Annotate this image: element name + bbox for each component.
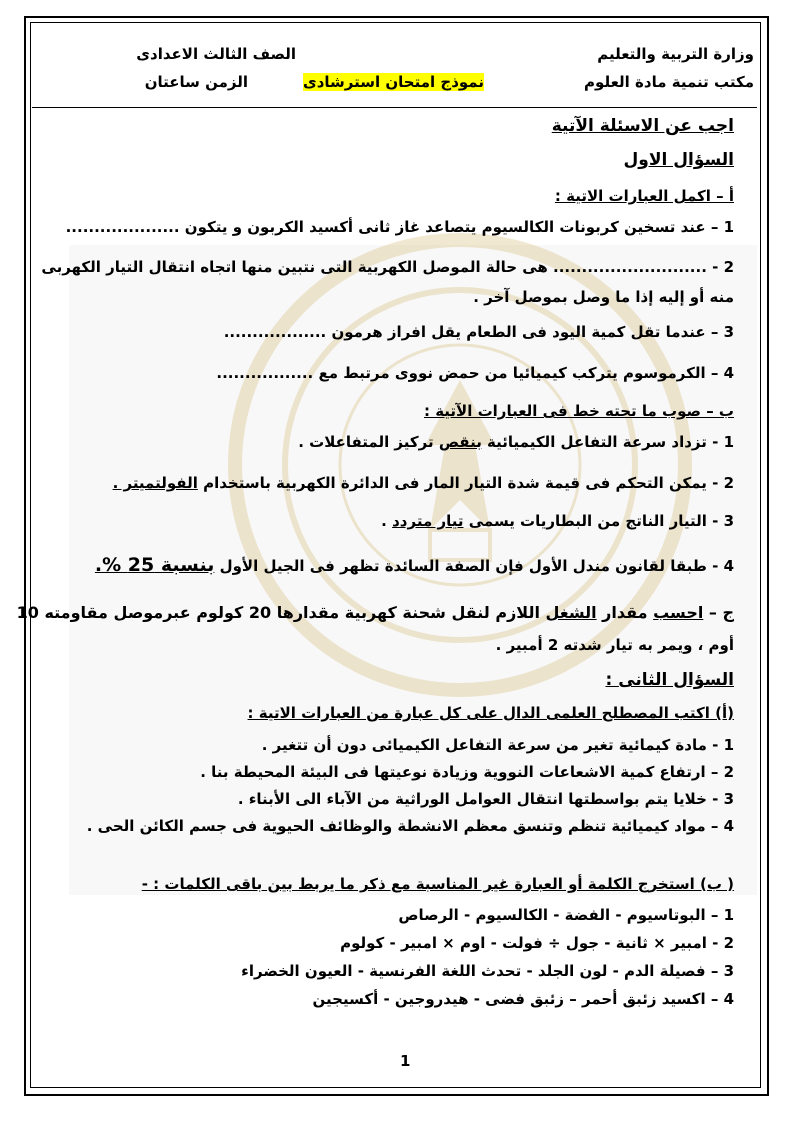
page-number: 1 bbox=[400, 1052, 411, 1070]
q1-title: السؤال الاول bbox=[623, 150, 734, 170]
q2-partB-item: 2 - امبير × ثانية - جول ÷ فولت - اوم × امبير - كولوم bbox=[340, 934, 734, 952]
q2-partA-heading: (أ) اكتب المصطلح العلمى الدال على كل عبارة من العبارات الاتية : bbox=[247, 704, 734, 722]
q1-partA-heading: أ – اكمل العبارات الاتية : bbox=[554, 187, 734, 205]
item-text: اللازم لنقل شحنة كهربية مقدارها 20 كولوم عبرموصل مقاومته 10 bbox=[16, 603, 546, 622]
instructions-title: اجب عن الاسئلة الآتية bbox=[551, 116, 734, 136]
office-name: مكتب تنمية مادة العلوم bbox=[584, 73, 754, 91]
q1-partC-line2: أوم ، ويمر به تيار شدته 2 أمبير . bbox=[495, 636, 734, 654]
underlined-term: الفولتميتر . bbox=[112, 474, 198, 492]
item-text: مقدار bbox=[596, 603, 654, 622]
q1-partB-item bbox=[298, 433, 734, 451]
q2-partB-heading: ( ب) استخرج الكلمة أو العبارة غير المناسبة مع ذكر ما يربط بين باقى الكلمات : - bbox=[141, 875, 734, 893]
q1-partB-item bbox=[381, 512, 734, 530]
item-text: 2 - يمكن التحكم فى قيمة شدة التيار المار فى الدائرة الكهربية باستخدام bbox=[197, 474, 734, 492]
header-divider bbox=[32, 107, 757, 108]
q1-partA-item: 4 – الكرموسوم يتركب كيميائيا من حمض نووى مرتبط مع ................. bbox=[216, 364, 734, 382]
q2-partB-item: 3 – فصيلة الدم - لون الجلد - تحدث اللغة الفرنسية - العيون الخضراء bbox=[241, 962, 734, 980]
q2-partA-item: 4 – مواد كيميائية تنظم وتنسق معظم الانشطة والوظائف الحيوية فى جسم الكائن الحى . bbox=[86, 817, 734, 835]
item-text: 3 - التيار الناتج من البطاريات يسمى bbox=[463, 512, 734, 530]
q2-title-text: السؤال الثانى bbox=[618, 670, 734, 690]
q2-partA-item: 3 - خلايا يتم بواسطتها انتقال العوامل الوراثية من الآباء الى الأبناء . bbox=[237, 790, 734, 808]
duration-label: الزمن ساعتان bbox=[144, 73, 248, 91]
grade-label: الصف الثالث الاعدادى bbox=[136, 45, 296, 63]
q1-partA-item: 1 – عند تسخين كربونات الكالسيوم يتصاعد غاز ثانى أكسيد الكربون و يتكون .................... bbox=[65, 218, 734, 236]
q2-title bbox=[606, 670, 735, 690]
q1-partB-item bbox=[95, 554, 734, 576]
underlined-term: الشغل bbox=[545, 603, 597, 622]
item-text: ج – bbox=[703, 603, 734, 622]
underlined-term: بنقص bbox=[438, 433, 482, 451]
underlined-term: تيار متردد bbox=[392, 512, 464, 530]
q2-partB-item: 4 – اكسيد زئبق أحمر – زئبق فضى - هيدروجين - أكسيجين bbox=[312, 990, 734, 1008]
q1-partB-heading: ب – صوب ما تحته خط فى العبارات الآتية : bbox=[423, 402, 734, 420]
q2-partA-item: 1 - مادة كيمائية تغير من سرعة التفاعل الكيميائى دون أن تتغير . bbox=[261, 736, 734, 754]
underlined-term: بنسبة 25 %. bbox=[94, 554, 215, 576]
q1-partB-item bbox=[113, 474, 734, 492]
q1-partA-item: 2 - ........................... هى حالة الموصل الكهربية التى نتبين منها اتجاه انتقال التيار الكهربى bbox=[41, 258, 734, 276]
q1-partA-item: 3 – عندما تقل كمية اليود فى الطعام يقل افراز هرمون .................. bbox=[223, 323, 734, 341]
underlined-term: احسب bbox=[653, 603, 704, 622]
exam-title: نموذج امتحان استرشادى bbox=[302, 73, 484, 91]
item-text: 1 - تزداد سرعة التفاعل الكيميائية bbox=[481, 433, 734, 451]
q1-partA-item-cont: منه أو إليه إذا ما وصل بموصل آخر . bbox=[473, 288, 734, 306]
q2-partB-item: 1 – البوتاسيوم - الفضة - الكالسيوم - الرصاص bbox=[398, 906, 734, 924]
q1-partC-line1 bbox=[17, 603, 734, 622]
item-text: 4 - طبقا لقانون مندل الأول فإن الصفة السائدة تظهر فى الجيل الأول bbox=[214, 557, 734, 575]
ministry-name: وزارة التربية والتعليم bbox=[597, 45, 754, 63]
item-text: تركيز المتفاعلات . bbox=[298, 433, 439, 451]
item-text: . bbox=[381, 512, 393, 530]
q2-title-suffix: : bbox=[605, 670, 619, 690]
q2-partA-item: 2 – ارتفاع كمية الاشعاعات النووية وزيادة نوعيتها فى البيئة المحيطة بنا . bbox=[200, 763, 734, 781]
